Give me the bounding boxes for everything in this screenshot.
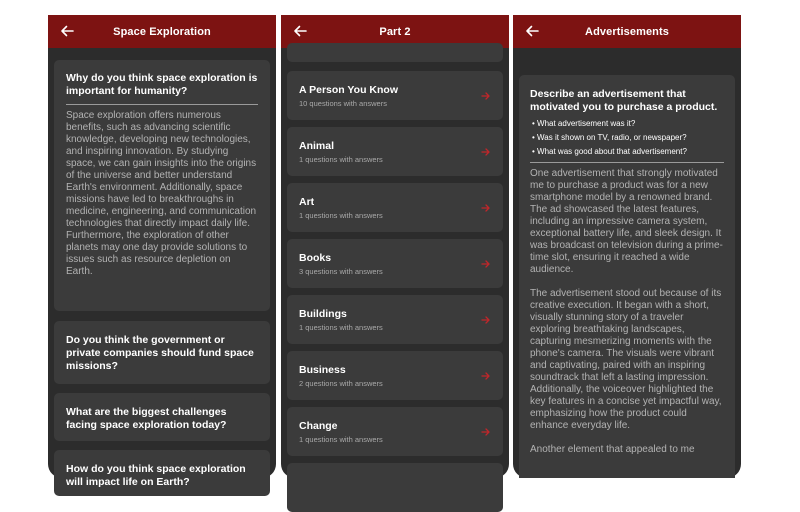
topic-card-partial[interactable] <box>287 43 503 62</box>
arrow-right-icon <box>481 371 491 381</box>
topic-name: Art <box>299 196 315 208</box>
topic-card[interactable] <box>287 127 503 176</box>
divider <box>66 104 258 105</box>
topic-count: 1 questions with answers <box>299 435 383 444</box>
bullet-item: • Was it shown on TV, radio, or newspaper? <box>530 131 724 145</box>
topic-card[interactable] <box>287 183 503 232</box>
question-text: Why do you think space exploration is important for humanity? <box>66 72 258 97</box>
bullet-item: • What was good about that advertisement? <box>530 145 724 159</box>
part-2-screen <box>281 15 509 478</box>
app-bar <box>513 15 741 48</box>
topic-name: Change <box>299 420 338 432</box>
topic-count: 3 questions with answers <box>299 267 383 276</box>
topic-card[interactable] <box>287 239 503 288</box>
back-arrow-icon[interactable] <box>59 23 75 39</box>
topic-card[interactable] <box>287 71 503 120</box>
topic-list <box>281 48 509 478</box>
expanded-question-card[interactable] <box>54 60 270 311</box>
divider <box>530 162 724 163</box>
answer-paragraph: One advertisement that strongly motivated me to purchase a product was for a new smartphone model by a renowned brand. The ad showcased the latest features, including an impressive camera system, exceptional battery life, and sleek design. It was broadcast on television during a prime-time slot, ensuring it reached a wide audience. <box>530 168 723 275</box>
topic-name: Business <box>299 364 346 376</box>
question-list <box>48 48 276 488</box>
app-bar <box>48 15 276 48</box>
topic-name: Buildings <box>299 308 347 320</box>
cue-card-bullets <box>530 117 724 159</box>
answer-paragraph: Another element that appealed to me <box>530 444 695 455</box>
arrow-right-icon <box>481 147 491 157</box>
screen-title: Advertisements <box>585 25 669 38</box>
arrow-right-icon <box>481 259 491 269</box>
back-arrow-icon[interactable] <box>292 23 308 39</box>
question-text: What are the biggest challenges facing space exploration today? <box>66 406 227 431</box>
topic-count: 10 questions with answers <box>299 99 387 108</box>
arrow-right-icon <box>481 203 491 213</box>
screen-title: Part 2 <box>379 25 411 38</box>
answer-text: Space exploration offers numerous benefits, such as advancing scientific knowledge, developing new technologies, and inspiring innovation. By studying space, we can gain insights into the origins of the universe and better understand Earth's environment. Additionally, space missions have led to breakthroughs in medicine, engineering, and communication technologies that directly impact daily life. Furthermore, the exploration of other planets may one day provide solutions to issues such as resource depletion on Earth. <box>66 110 257 277</box>
bullet-item: • What advertisement was it? <box>530 117 724 131</box>
topic-card-partial[interactable] <box>287 463 503 512</box>
topic-name: Animal <box>299 140 335 152</box>
topic-card[interactable] <box>287 407 503 456</box>
topic-count: 2 questions with answers <box>299 379 383 388</box>
article-scroll[interactable] <box>513 48 741 478</box>
answer-paragraph: The advertisement stood out because of its creative execution. It began with a short, visually stunning story of a traveler exploring breathtaking landscapes, capturing mesmerizing moments with the phone's camera. The visuals were vibrant and captivating, paired with an inspiring soundtrack that left a lasting impression. Additionally, the voiceover highlighted the key features in a concise yet impactful way, emphasizing how the product could enhance everyday life. <box>530 288 722 431</box>
topic-name: A Person You Know <box>299 84 398 96</box>
arrow-right-icon <box>481 315 491 325</box>
topic-card[interactable] <box>287 351 503 400</box>
back-arrow-icon[interactable] <box>524 23 540 39</box>
cue-card-prompt: Describe an advertisement that motivated you to purchase a product. <box>530 88 718 113</box>
arrow-right-icon <box>481 427 491 437</box>
question-text: Do you think the government or private companies should fund space missions? <box>66 334 254 372</box>
screen-title: Space Exploration <box>113 25 211 38</box>
cue-card <box>519 75 735 478</box>
question-card[interactable] <box>54 321 270 384</box>
topic-count: 1 questions with answers <box>299 323 383 332</box>
topic-count: 1 questions with answers <box>299 211 383 220</box>
advertisements-screen <box>513 15 741 478</box>
question-card[interactable] <box>54 393 270 441</box>
question-card[interactable] <box>54 450 270 496</box>
topic-name: Books <box>299 252 332 264</box>
topic-count: 1 questions with answers <box>299 155 383 164</box>
topic-card[interactable] <box>287 295 503 344</box>
question-text: How do you think space exploration will impact life on Earth? <box>66 463 246 488</box>
space-exploration-screen <box>48 15 276 488</box>
arrow-right-icon <box>481 91 491 101</box>
